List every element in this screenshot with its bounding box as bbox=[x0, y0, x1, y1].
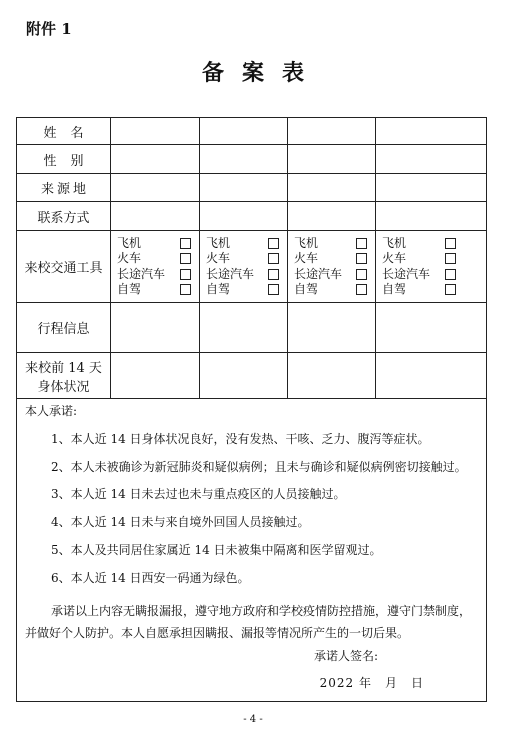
option-train[interactable] bbox=[206, 251, 287, 267]
promise-item: 4、本人近 14 日未与来自境外回国人员接触过。 bbox=[51, 515, 310, 530]
health-field-1[interactable] bbox=[111, 353, 200, 399]
promise-item: 3、本人近 14 日未去过也未与重点疫区的人员接触过。 bbox=[51, 487, 346, 502]
origin-field-2[interactable] bbox=[200, 174, 288, 202]
label-transport: 来校交通工具 bbox=[17, 231, 111, 303]
option-label: 火车 bbox=[206, 251, 231, 265]
label-gender: 性别 bbox=[17, 145, 111, 174]
checkbox[interactable] bbox=[180, 238, 191, 249]
promise-item: 6、本人近 14 日西安一码通为绿色。 bbox=[51, 570, 250, 585]
option-self-drive[interactable] bbox=[294, 282, 375, 298]
option-label: 自驾 bbox=[382, 282, 407, 296]
attachment-label: 附件 1 bbox=[26, 20, 72, 38]
label-health-line2: 身体状况 bbox=[37, 379, 90, 395]
itinerary-field-3[interactable] bbox=[288, 303, 376, 353]
row-promise bbox=[17, 399, 487, 702]
option-self-drive[interactable] bbox=[206, 282, 287, 298]
promise-heading: 本人承诺: bbox=[25, 404, 78, 418]
option-coach[interactable] bbox=[117, 267, 199, 283]
checkbox[interactable] bbox=[268, 238, 279, 249]
checkbox[interactable] bbox=[268, 253, 279, 264]
option-self-drive[interactable] bbox=[117, 282, 199, 298]
option-train[interactable] bbox=[117, 251, 199, 267]
option-label: 飞机 bbox=[294, 235, 319, 250]
contact-field-1[interactable] bbox=[111, 202, 200, 231]
health-field-2[interactable] bbox=[200, 353, 288, 399]
origin-field-3[interactable] bbox=[288, 174, 376, 202]
option-label: 火车 bbox=[294, 251, 319, 265]
option-label: 长途汽车 bbox=[294, 266, 343, 281]
transport-options-1 bbox=[111, 231, 200, 303]
label-itinerary: 行程信息 bbox=[17, 303, 111, 353]
checkbox[interactable] bbox=[356, 238, 367, 249]
page-number: - 4 - bbox=[243, 714, 263, 725]
itinerary-field-2[interactable] bbox=[200, 303, 288, 353]
option-train[interactable] bbox=[294, 251, 375, 267]
origin-field-4[interactable] bbox=[376, 174, 487, 202]
form-title: 备案表 bbox=[201, 60, 322, 86]
checkbox[interactable] bbox=[180, 253, 191, 264]
option-coach[interactable] bbox=[206, 267, 287, 283]
option-label: 飞机 bbox=[117, 235, 142, 250]
name-field-4[interactable] bbox=[376, 118, 487, 145]
transport-options-4 bbox=[376, 231, 487, 303]
row-origin bbox=[17, 174, 487, 202]
option-label: 火车 bbox=[382, 251, 407, 265]
row-gender bbox=[17, 145, 487, 174]
checkbox[interactable] bbox=[445, 269, 456, 280]
promise-item: 5、本人及共同居住家属近 14 日未被集中隔离和医学留观过。 bbox=[51, 542, 382, 557]
option-label: 飞机 bbox=[206, 235, 231, 250]
health-field-4[interactable] bbox=[376, 353, 487, 399]
option-coach[interactable] bbox=[294, 267, 375, 283]
row-transport bbox=[17, 231, 487, 303]
option-label: 自驾 bbox=[294, 282, 319, 296]
name-field-1[interactable] bbox=[111, 118, 200, 145]
checkbox[interactable] bbox=[268, 284, 279, 295]
label-health-line1: 来校前 14 天 bbox=[25, 360, 102, 376]
checkbox[interactable] bbox=[356, 253, 367, 264]
option-plane[interactable] bbox=[117, 236, 199, 252]
checkbox[interactable] bbox=[445, 238, 456, 249]
row-health bbox=[17, 353, 487, 399]
checkbox[interactable] bbox=[180, 284, 191, 295]
row-name bbox=[17, 118, 487, 145]
checkbox[interactable] bbox=[180, 269, 191, 280]
gender-field-2[interactable] bbox=[200, 145, 288, 174]
row-itinerary bbox=[17, 303, 487, 353]
promise-closing: 承诺以上内容无瞒报漏报，遵守地方政府和学校疫情防控措施，遵守门禁制度，并做好个人防护。本人自愿承担因瞒报、漏报等情况所产生的一切后果。 bbox=[25, 603, 472, 640]
option-self-drive[interactable] bbox=[382, 282, 486, 298]
promise-section bbox=[17, 399, 487, 702]
label-contact: 联系方式 bbox=[17, 202, 111, 231]
transport-options-3 bbox=[288, 231, 376, 303]
checkbox[interactable] bbox=[356, 284, 367, 295]
signature-date: 2022 年 月 日 bbox=[319, 676, 424, 691]
itinerary-field-4[interactable] bbox=[376, 303, 487, 353]
label-name: 姓名 bbox=[17, 118, 111, 145]
option-label: 自驾 bbox=[206, 282, 231, 296]
row-contact bbox=[17, 202, 487, 231]
promise-item: 1、本人近 14 日身体状况良好，没有发热、干咳、乏力、腹泻等症状。 bbox=[51, 431, 430, 446]
name-field-2[interactable] bbox=[200, 118, 288, 145]
option-plane[interactable] bbox=[382, 236, 486, 252]
checkbox[interactable] bbox=[356, 269, 367, 280]
label-health bbox=[17, 353, 111, 399]
signature-label: 承诺人签名: bbox=[313, 648, 378, 663]
transport-options-2 bbox=[200, 231, 288, 303]
contact-field-3[interactable] bbox=[288, 202, 376, 231]
option-coach[interactable] bbox=[382, 267, 486, 283]
health-field-3[interactable] bbox=[288, 353, 376, 399]
option-label: 自驾 bbox=[117, 282, 142, 296]
gender-field-3[interactable] bbox=[288, 145, 376, 174]
option-label: 火车 bbox=[117, 251, 142, 265]
contact-field-2[interactable] bbox=[200, 202, 288, 231]
registration-form-table bbox=[16, 117, 487, 702]
itinerary-field-1[interactable] bbox=[111, 303, 200, 353]
option-train[interactable] bbox=[382, 251, 486, 267]
option-label: 长途汽车 bbox=[206, 266, 255, 281]
gender-field-4[interactable] bbox=[376, 145, 487, 174]
checkbox[interactable] bbox=[445, 284, 456, 295]
option-plane[interactable] bbox=[294, 236, 375, 252]
option-plane[interactable] bbox=[206, 236, 287, 252]
gender-field-1[interactable] bbox=[111, 145, 200, 174]
promise-item: 2、本人未被确诊为新冠肺炎和疑似病例；且未与确诊和疑似病例密切接触过。 bbox=[51, 459, 467, 474]
origin-field-1[interactable] bbox=[111, 174, 200, 202]
option-label: 长途汽车 bbox=[117, 266, 166, 281]
checkbox[interactable] bbox=[268, 269, 279, 280]
label-origin: 来源地 bbox=[17, 174, 111, 202]
option-label: 飞机 bbox=[382, 235, 407, 250]
checkbox[interactable] bbox=[445, 253, 456, 264]
contact-field-4[interactable] bbox=[376, 202, 487, 231]
name-field-3[interactable] bbox=[288, 118, 376, 145]
option-label: 长途汽车 bbox=[382, 266, 431, 281]
